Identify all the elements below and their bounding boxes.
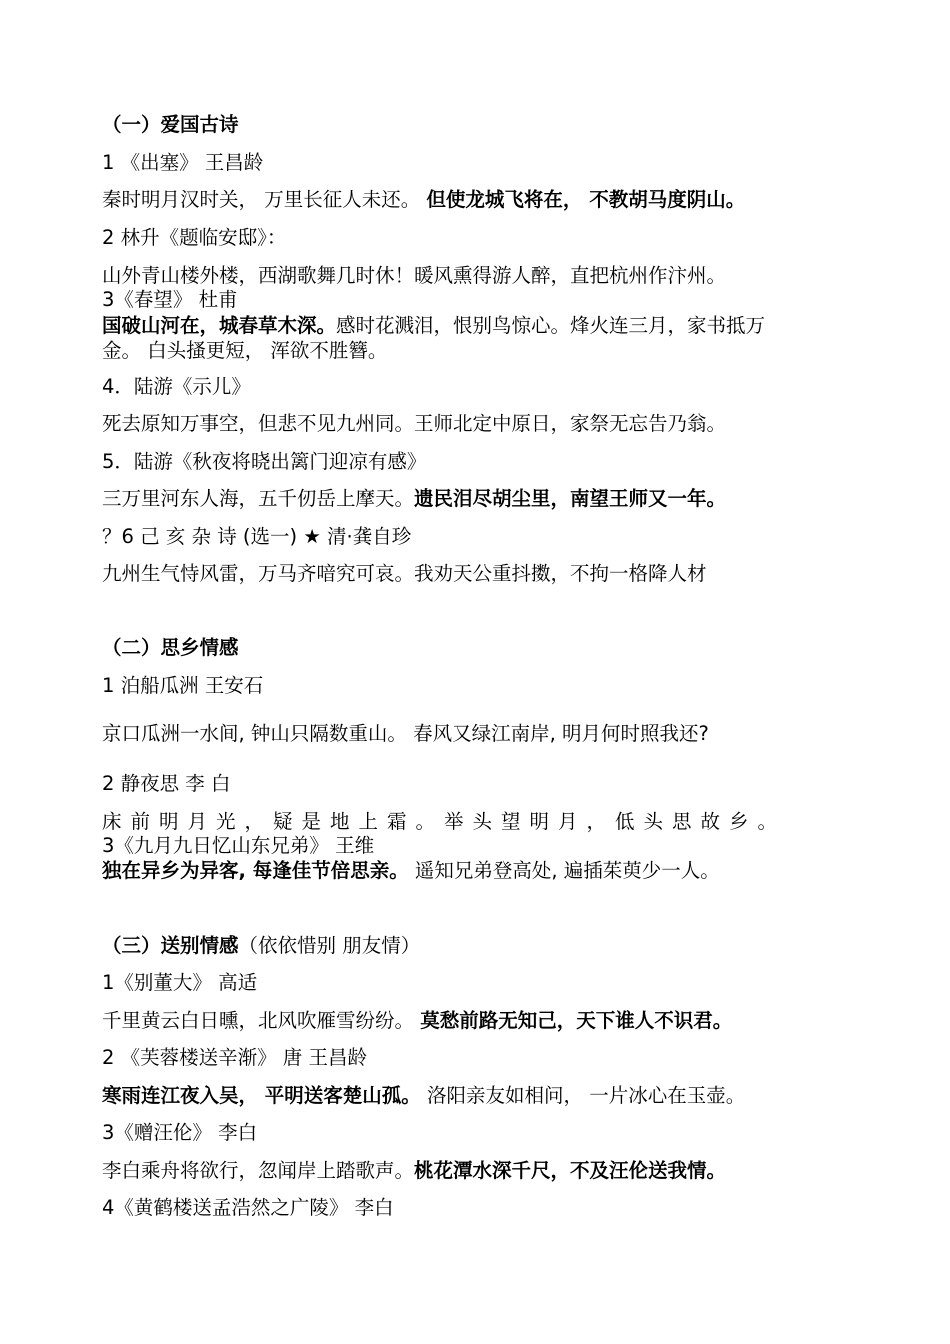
section-heading-text: （三）送别情感 — [102, 934, 239, 957]
section-heading-farewell — [102, 934, 420, 958]
poem-line: 洛阳亲友如相问， 一片冰心在玉壶。 — [420, 1084, 746, 1107]
poem-title: 3《赠汪伦》 李白 — [102, 1121, 258, 1144]
poem-text — [102, 1009, 732, 1033]
poem-line: 秦时明月汉时关， 万里长征人未还。 — [102, 188, 427, 211]
section-heading-homesick: （二）思乡情感 — [102, 636, 239, 659]
poem-title: 1 泊船瓜洲 王安石 — [102, 674, 264, 697]
poem-text: 金。 白头搔更短， 浑欲不胜簪。 — [102, 339, 388, 362]
poem-line-bold: 寒雨连江夜入吴， 平明送客楚山孤。 — [102, 1084, 421, 1107]
poem-line-bold: 莫愁前路无知己，天下谁人不识君。 — [420, 1009, 733, 1032]
poem-line: 感时花溅泪，恨别鸟惊心。烽火连三月，家书抵万 — [336, 314, 766, 337]
poem-title: 4《黄鹤楼送孟浩然之广陵》 李白 — [102, 1196, 394, 1219]
poem-title: 4．陆游《示儿》 — [102, 375, 251, 398]
poem-title: 1 《出塞》 王昌龄 — [102, 151, 264, 174]
poem-text — [102, 487, 726, 511]
poem-line-bold: 遗民泪尽胡尘里，南望王师又一年。 — [414, 487, 727, 510]
poem-title: 5．陆游《秋夜将晓出篱门迎凉有感》 — [102, 450, 427, 473]
poem-line-bold: 独在异乡为异客, 每逢佳节倍思亲。 — [102, 859, 409, 882]
poem-text: 床前明月光，疑是地上霜。举头望明月，低头思故乡。 — [102, 810, 787, 833]
poem-text: 死去原知万事空，但悲不见九州同。王师北定中原日，家祭无忘告乃翁。 — [102, 412, 727, 435]
poem-text: 九州生气恃风雷，万马齐喑究可哀。我劝天公重抖擞，不拘一格降人材 — [102, 562, 707, 585]
poem-line: 三万里河东人海，五千仞岳上摩天。 — [102, 487, 415, 510]
poem-line-bold: 但使龙城飞将在， 不教胡马度阴山。 — [426, 188, 746, 211]
poem-title: 2 静夜思 李 白 — [102, 772, 231, 795]
poem-text: 京口瓜洲一水间, 钟山只隔数重山。 春风又绿江南岸, 明月何时照我还? — [102, 722, 709, 745]
poem-title: 3《春望》 杜甫 — [102, 288, 238, 311]
poem-line: 遥知兄弟登高处, 遍插茱萸少一人。 — [408, 859, 720, 882]
poem-line-bold: 国破山河在，城春草木深。 — [102, 314, 337, 337]
poem-title: ？6 己 亥 杂 诗 (选一) ★ 清·龚自珍 — [102, 525, 412, 548]
poem-title: 2 林升《题临安邸》： — [102, 226, 287, 249]
poem-title: 2 《芙蓉楼送辛渐》 唐 王昌龄 — [102, 1046, 368, 1069]
section-heading-patriotic: （一）爱国古诗 — [102, 113, 239, 136]
poem-line-bold: 桃花潭水深千尺，不及汪伦送我情。 — [414, 1159, 727, 1182]
poem-title: 3《九月九日忆山东兄弟》 王维 — [102, 834, 375, 857]
poem-text — [102, 188, 745, 212]
poem-text: 山外青山楼外楼，西湖歌舞几时休！暖风熏得游人醉，直把杭州作汴州。 — [102, 264, 727, 287]
poem-text — [102, 314, 765, 338]
poem-line: 千里黄云白日曛，北风吹雁雪纷纷。 — [102, 1009, 421, 1032]
poem-text — [102, 1084, 745, 1108]
poem-text — [102, 1159, 726, 1183]
section-heading-note: （依依惜别 朋友情） — [238, 934, 421, 957]
poem-line: 李白乘舟将欲行，忽闻岸上踏歌声。 — [102, 1159, 415, 1182]
poem-text — [102, 859, 720, 883]
poem-title: 1《别董大》 高适 — [102, 971, 258, 994]
